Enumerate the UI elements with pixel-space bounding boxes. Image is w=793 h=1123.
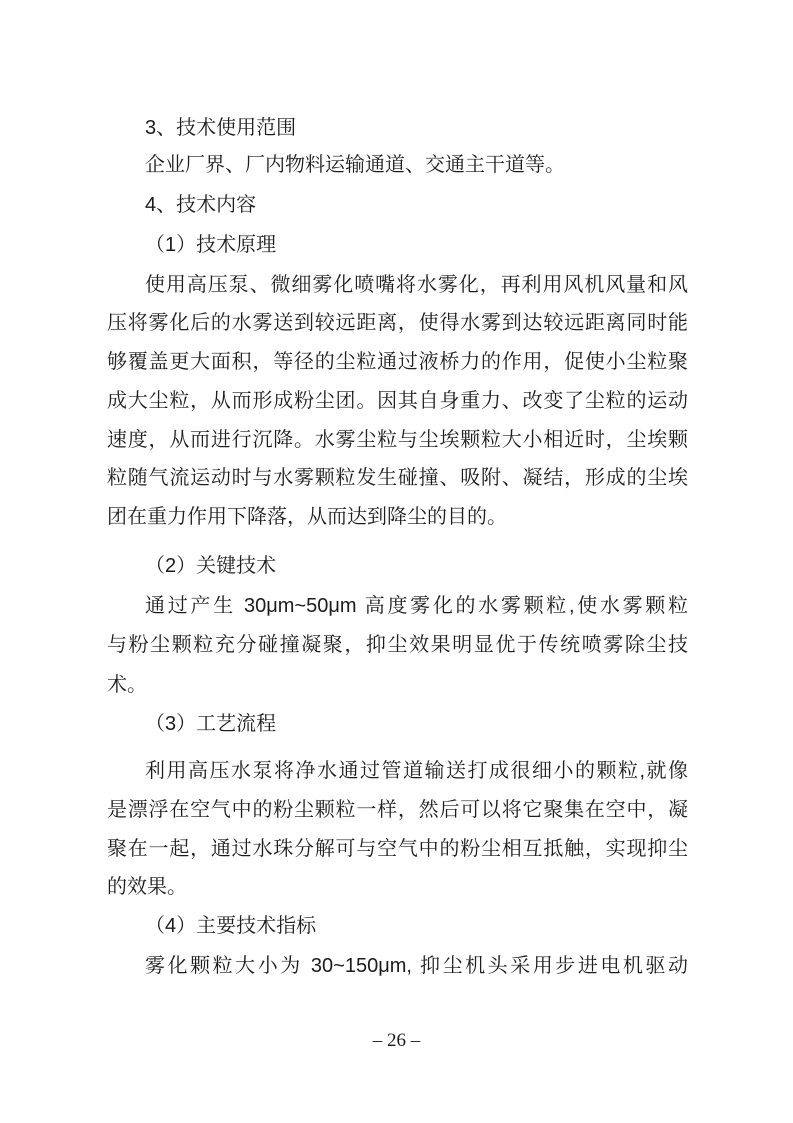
- paragraph-line: 压将雾化后的水雾送到较远距离，使得水雾到达较远距离同时能: [107, 312, 688, 334]
- paragraph-line: 雾化颗粒大小为 30~150μm, 抑尘机头采用步进电机驱动: [145, 955, 688, 977]
- section-heading: 3、技术使用范围: [145, 117, 297, 139]
- paragraph-line: 术。: [107, 674, 147, 696]
- subsection-heading: （4）主要技术指标: [145, 915, 317, 937]
- subsection-heading: （1）技术原理: [145, 234, 277, 256]
- paragraph-line: 团在重力作用下降落，从而达到降尘的目的。: [107, 506, 507, 528]
- paragraph-line: 粒随气流运动时与水雾颗粒发生碰撞、吸附、凝结，形成的尘埃: [107, 467, 688, 489]
- page-number: – 26 –: [372, 1030, 421, 1051]
- paragraph-line: 够覆盖更大面积，等径的尘粒通过液桥力的作用，促使小尘粒聚: [107, 351, 688, 373]
- paragraph-line: 是漂浮在空气中的粉尘颗粒一样，然后可以将它聚集在空中，凝: [107, 799, 688, 821]
- paragraph-line: 与粉尘颗粒充分碰撞凝聚，抑尘效果明显优于传统喷雾除尘技: [107, 634, 688, 656]
- paragraph-line: 使用高压泵、微细雾化喷嘴将水雾化，再利用风机风量和风: [145, 274, 688, 296]
- paragraph-line: 速度，从而进行沉降。水雾尘粒与尘埃颗粒大小相近时，尘埃颗: [107, 429, 688, 451]
- paragraph-line: 企业厂界、厂内物料运输通道、交通主干道等。: [145, 154, 565, 176]
- paragraph-line: 成大尘粒，从而形成粉尘团。因其自身重力、改变了尘粒的运动: [107, 390, 688, 412]
- section-heading: 4、技术内容: [145, 194, 257, 216]
- subsection-heading: （2）关键技术: [145, 555, 277, 577]
- paragraph-line: 利用高压水泵将净水通过管道输送打成很细小的颗粒,就像: [145, 760, 688, 782]
- paragraph-line: 的效果。: [107, 876, 187, 898]
- paragraph-line: 通过产生 30μm~50μm 高度雾化的水雾颗粒,使水雾颗粒: [145, 595, 688, 617]
- subsection-heading: （3）工艺流程: [145, 713, 277, 735]
- paragraph-line: 聚在一起，通过水珠分解可与空气中的粉尘相互抵触，实现抑尘: [107, 838, 688, 860]
